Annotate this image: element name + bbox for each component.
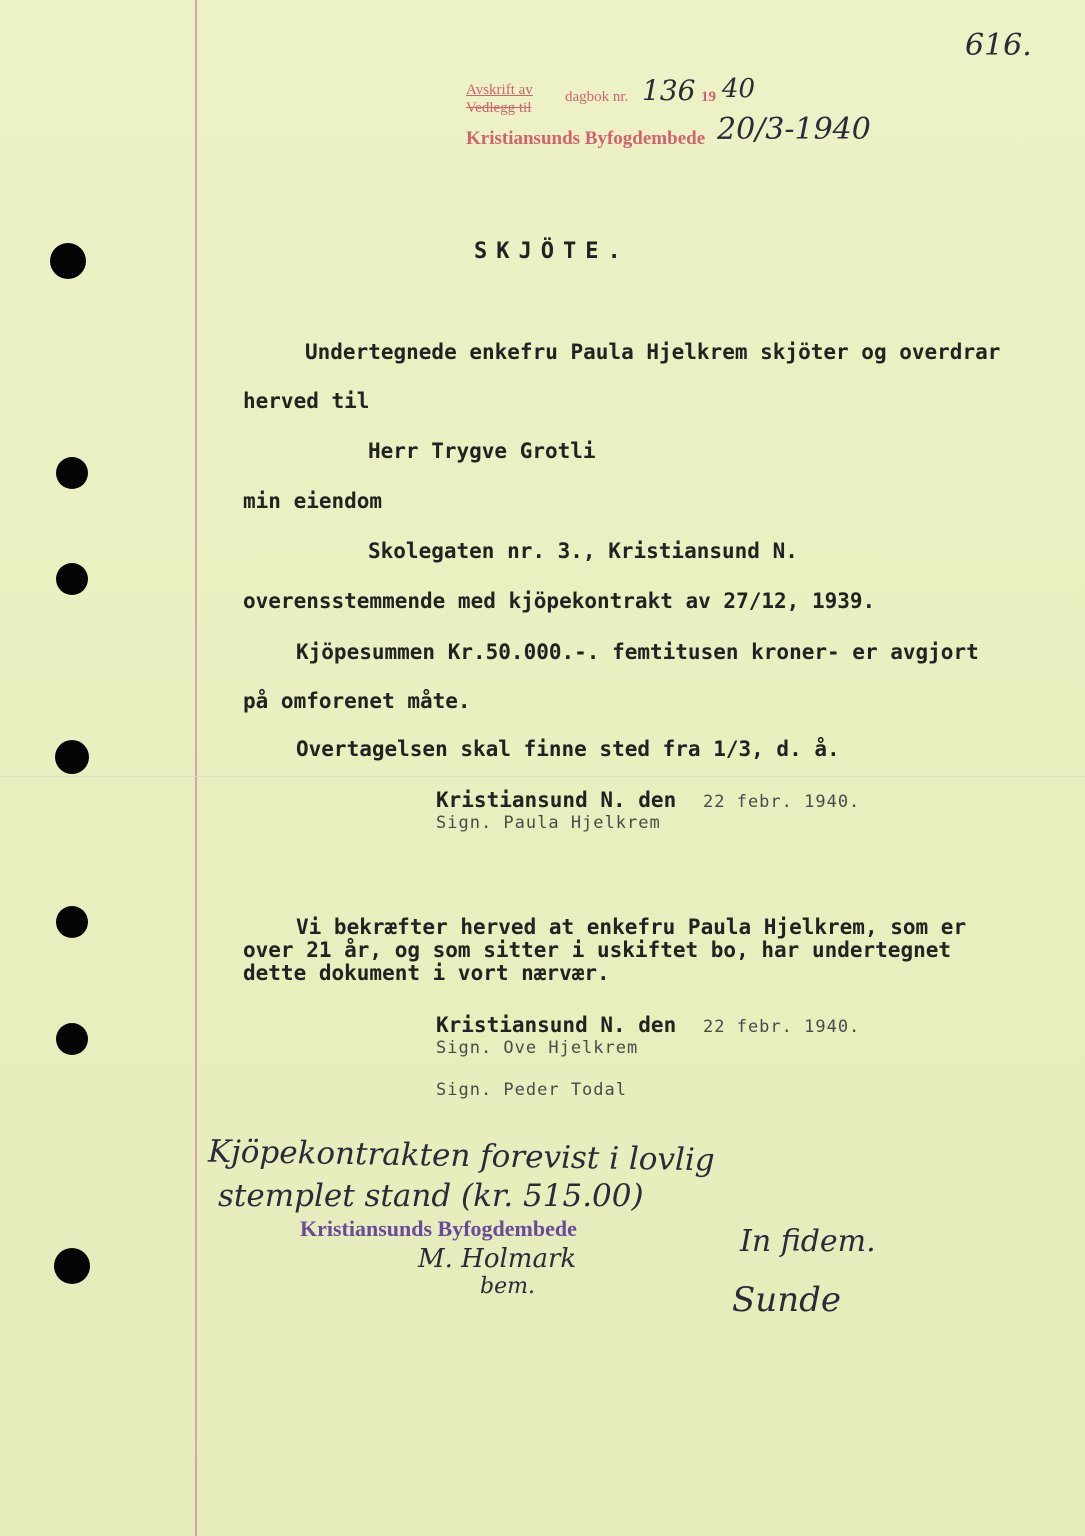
body-line: Kjöpesummen Kr.50.000.-. femtitusen kroner- er avgjort bbox=[296, 640, 979, 664]
signature-date: 22 febr. 1940. bbox=[703, 1017, 861, 1037]
signature-date: 22 febr. 1940. bbox=[703, 792, 861, 812]
body-line: herved til bbox=[243, 389, 370, 413]
buyer-name: Herr Trygve Grotli bbox=[368, 439, 596, 463]
body-line: på omforenet måte. bbox=[243, 689, 471, 713]
property-address: Skolegaten nr. 3., Kristiansund N. bbox=[368, 539, 798, 563]
page-number: 616. bbox=[965, 28, 1032, 63]
witness-line: over 21 år, og som sitter i uskiftet bo, har undertegnet bbox=[243, 938, 952, 962]
punch-hole bbox=[56, 1023, 88, 1055]
body-line: Overtagelsen skal finne sted fra 1/3, d. å. bbox=[296, 737, 840, 761]
signature-name: Sign. Paula Hjelkrem bbox=[436, 813, 661, 833]
stamp-vedlegg: Vedlegg til bbox=[466, 100, 532, 116]
stamp-avskrift: Avskrift av bbox=[466, 82, 533, 98]
punch-hole bbox=[56, 906, 88, 938]
stamp-dagbok-number: 136 bbox=[642, 74, 696, 107]
punch-hole bbox=[56, 457, 88, 489]
stamp-date-hand: 20/3-1940 bbox=[717, 112, 871, 147]
signature-place: Kristiansund N. den bbox=[436, 788, 677, 812]
punch-hole bbox=[50, 243, 86, 279]
body-line: min eiendom bbox=[243, 489, 383, 513]
stamp-dagbok: dagbok nr. bbox=[565, 89, 629, 105]
body-line: Undertegnede enkefru Paula Hjelkrem skjöter og overdrar bbox=[305, 340, 1001, 364]
witness-line: dette dokument i vort nærvær. bbox=[243, 961, 610, 985]
office-stamp: Kristiansunds Byfogdembede bbox=[300, 1216, 577, 1241]
signature-place: Kristiansund N. den bbox=[436, 1013, 677, 1037]
stamp-office: Kristiansunds Byfogdembede bbox=[466, 128, 706, 149]
stamp-year-hand: 40 bbox=[722, 74, 756, 104]
signature-name: Sign. Ove Hjelkrem bbox=[436, 1038, 639, 1058]
punch-hole bbox=[56, 563, 88, 595]
in-fidem-note: In fidem. bbox=[740, 1224, 876, 1259]
signature-name: Sign. Peder Todal bbox=[436, 1080, 627, 1100]
stamp-year-printed: 19 bbox=[701, 89, 716, 105]
handwritten-note: Kjöpekontrakten forevist i lovlig bbox=[207, 1133, 715, 1179]
signature-sunde: Sunde bbox=[732, 1280, 841, 1320]
punch-hole bbox=[54, 1248, 90, 1284]
punch-hole bbox=[55, 740, 89, 774]
document-title: SKJÖTE. bbox=[474, 239, 630, 264]
handwritten-note: stemplet stand (kr. 515.00) bbox=[218, 1178, 644, 1214]
witness-line: Vi bekræfter herved at enkefru Paula Hjelkrem, som er bbox=[296, 915, 967, 939]
officer-signature: M. Holmark bbox=[418, 1244, 577, 1274]
margin-line bbox=[195, 0, 197, 1536]
officer-role: bem. bbox=[480, 1274, 535, 1299]
body-line: overensstemmende med kjöpekontrakt av 27/12, 1939. bbox=[243, 589, 876, 613]
fold-line bbox=[0, 776, 1085, 777]
